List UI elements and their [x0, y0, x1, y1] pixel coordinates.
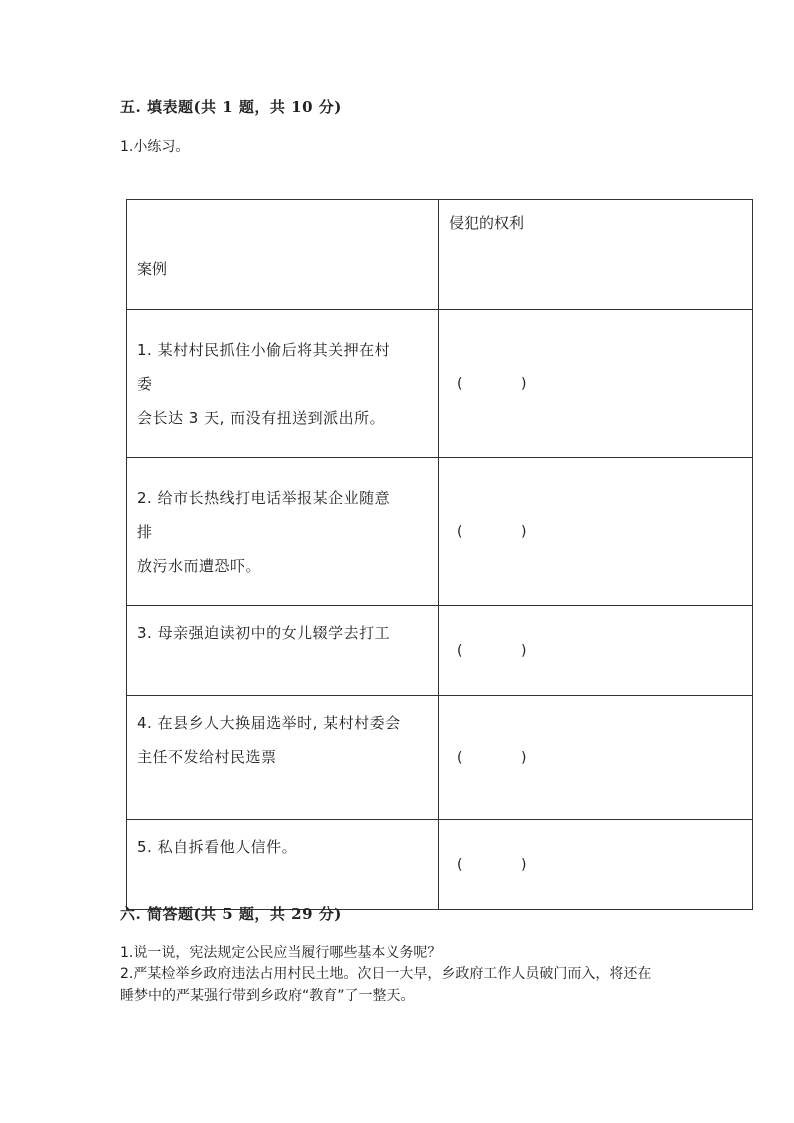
case-text: 1. 某村村民抓住小偷后将其关押在村 — [137, 340, 391, 359]
table-row — [127, 820, 753, 910]
case-text: 5. 私自拆看他人信件。 — [137, 838, 298, 856]
answer-close-paren: ) — [521, 375, 527, 392]
section-5-title: 五. 填表题(共 1 题，共 10 分) — [120, 98, 342, 116]
answer-open-paren: ( — [457, 856, 463, 873]
answer-close-paren: ) — [521, 749, 527, 766]
answer-cell[interactable] — [439, 696, 753, 820]
case-cell — [127, 820, 439, 910]
case-text: 会长达 3 天, 而没有扭送到派出所。 — [137, 408, 386, 427]
rights-table — [126, 199, 753, 910]
answer-open-paren: ( — [457, 642, 463, 659]
case-text: 3. 母亲强迫读初中的女儿辍学去打工 — [137, 624, 391, 642]
case-text: 2. 给市长热线打电话举报某企业随意 — [137, 488, 391, 507]
case-cell — [127, 606, 439, 696]
question-5-1: 1.小练习。 — [120, 139, 190, 155]
header-rights: 侵犯的权利 — [439, 200, 753, 310]
table-row — [127, 696, 753, 820]
case-text: 委 — [137, 374, 153, 393]
header-case: 案例 — [127, 200, 439, 310]
case-cell — [127, 310, 439, 458]
case-text: 放污水而遭恐吓。 — [137, 556, 262, 575]
case-cell — [127, 696, 439, 820]
answer-open-paren: ( — [457, 749, 463, 766]
table-header-row — [127, 200, 753, 310]
answer-cell[interactable] — [439, 458, 753, 606]
case-text: 4. 在县乡人大换届选举时, 某村村委会 — [137, 714, 401, 732]
answer-close-paren: ) — [521, 523, 527, 540]
table-row — [127, 310, 753, 458]
case-text: 排 — [137, 522, 153, 541]
case-cell — [127, 458, 439, 606]
answer-cell[interactable] — [439, 606, 753, 696]
answer-cell[interactable] — [439, 310, 753, 458]
answer-cell[interactable] — [439, 820, 753, 910]
case-text: 主任不发给村民选票 — [137, 748, 277, 766]
answer-open-paren: ( — [457, 375, 463, 392]
table-row — [127, 458, 753, 606]
answer-open-paren: ( — [457, 523, 463, 540]
answer-close-paren: ) — [521, 856, 527, 873]
answer-close-paren: ) — [521, 642, 527, 659]
table-row — [127, 606, 753, 696]
question-6-1: 1.说一说，宪法规定公民应当履行哪些基本义务呢？ — [120, 945, 442, 961]
section-6-title: 六. 简答题(共 5 题，共 29 分) — [120, 905, 342, 923]
question-6-2: 2.严某检举乡政府违法占用村民土地。次日一大早，乡政府工作人员破门而入，将还在睡梦中的严某强行带到乡政府“教育”了一整天。 — [120, 966, 652, 1004]
